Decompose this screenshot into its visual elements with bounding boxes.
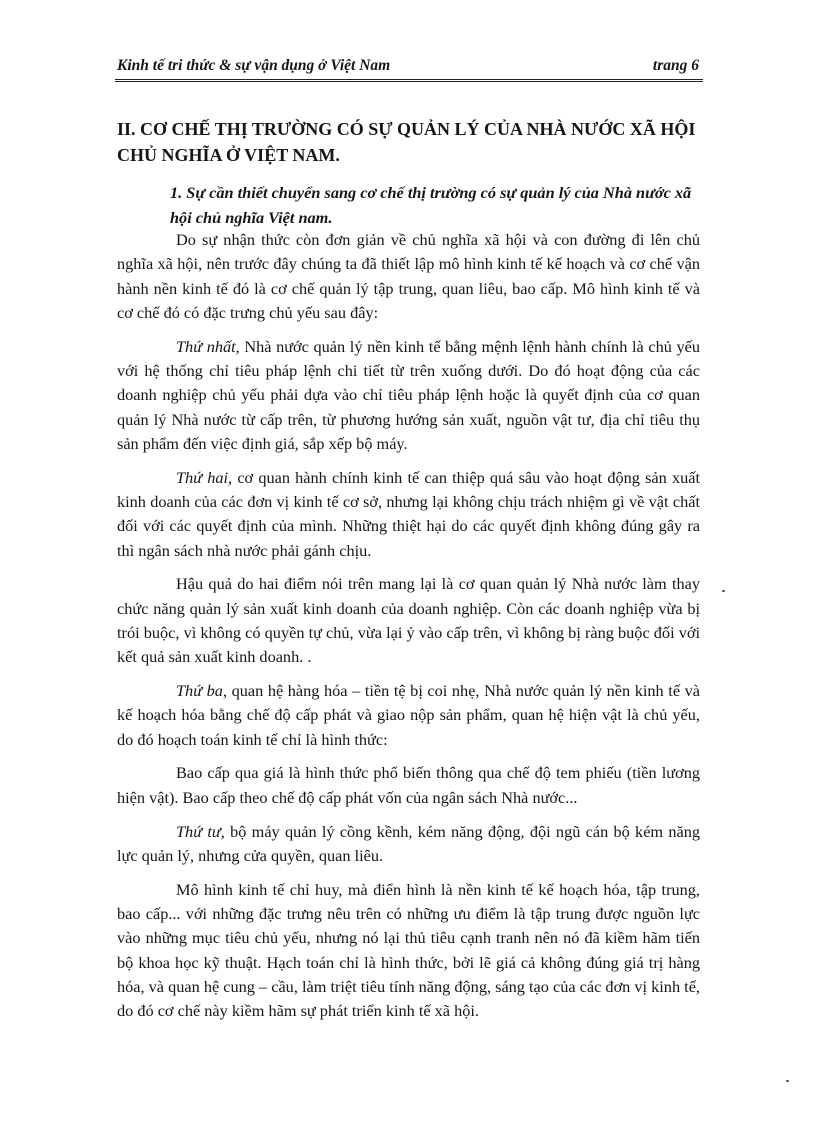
paragraph-lead: Thứ hai, [176, 467, 233, 487]
paragraph-text: cơ quan hành chính kinh tế can thiệp quá sâu vào hoạt động sản xuất kinh doanh của các đơn vị kinh tế cơ sở, nhưng lại không chịu trách nhiệm gì về vật chất đối với các quyết định của mình. Những thiệt hại do các quyết định không đúng gây ra thì ngân sách nhà nước phải gánh chịu. [117, 467, 701, 560]
paragraph-lead: Thứ nhất, [176, 336, 240, 356]
paragraph [117, 228, 700, 325]
paragraph [117, 572, 700, 669]
paragraph-text: Bao cấp qua giá là hình thức phổ biến thông qua chế độ tem phiếu (tiền lương hiện vật). Bao cấp theo chế độ cấp phát vốn của ngân sách Nhà nước... [117, 763, 700, 807]
scan-speck [786, 1080, 789, 1082]
page-number: trang 6 [652, 57, 699, 74]
paragraph [117, 679, 700, 752]
section-heading: II. CƠ CHẾ THỊ TRƯỜNG CÓ SỰ QUẢN LÝ CỦA NHÀ NƯỚC XÃ HỘI CHỦ NGHĨA Ở VIỆT NAM. [117, 119, 696, 165]
scan-speck [722, 590, 725, 592]
paragraph-text: Mô hình kinh tế chỉ huy, mà điển hình là nền kinh tế kế hoạch hóa, tập trung, bao cấp... với những đặc trưng nêu trên có những ưu điểm là tập trung được nguồn lực vào những mục tiêu chủ yếu, nhưng nó lại thủ tiêu cạnh tranh nên nó đã kiềm hãm tiến bộ khoa học kỹ thuật. Hạch toán chỉ là hình thức, bởi lẽ giá cả không đúng giá trị hàng hóa, và quan hệ cung – cầu, làm triệt tiêu tính năng động, sáng tạo của các đơn vị kinh tế, do đó cơ chế này kiềm hãm sự phát triển kinh tế xã hội. [117, 879, 700, 1021]
body-text [117, 228, 700, 1033]
header-title: Kinh tế tri thức & sự vận dụng ở Việt Nam [117, 57, 391, 74]
paragraph [117, 335, 700, 456]
paragraph-lead: Thứ tư, [176, 821, 225, 841]
paragraph-text: Nhà nước quản lý nền kinh tế bằng mệnh lệnh hành chính là chủ yếu với hệ thống chỉ tiêu pháp lệnh chi tiết từ trên xuống dưới. Do đó hoạt động của các doanh nghiệp chủ yếu phải dựa vào chỉ tiêu pháp lệnh hoặc là quyết định của cơ quan quản lý Nhà nước từ cấp trên, từ phương hướng sản xuất, nguồn vật tư, địa chỉ tiêu thụ sản phẩm đến việc định giá, sắp xếp bộ máy. [117, 336, 700, 453]
paragraph-text: bộ máy quản lý cồng kềnh, kém năng động, đội ngũ cán bộ kém năng lực quản lý, nhưng cửa quyền, quan liêu. [117, 821, 700, 865]
paragraph-text: Do sự nhận thức còn đơn giản về chủ nghĩa xã hội và con đường đi lên chủ nghĩa xã hội, nên trước đây chúng ta đã thiết lập mô hình kinh tế kế hoạch và cơ chế vận hành nền kinh tế đó là cơ chế quản lý tập trung, quan liêu, bao cấp. Mô hình kinh tế và cơ chế đó có đặc trưng chủ yếu sau đây: [117, 230, 700, 322]
subsection-heading: 1. Sự cần thiết chuyển sang cơ chế thị trường có sự quản lý của Nhà nước xã hội chủ nghĩa Việt nam. [170, 183, 692, 227]
paragraph [117, 761, 700, 810]
paragraph [117, 878, 700, 1024]
paragraph-text: quan hệ hàng hóa – tiền tệ bị coi nhẹ, Nhà nước quản lý nền kinh tế và kế hoạch hóa bằng chế độ cấp phát và giao nộp sản phẩm, quan hệ hiện vật là chủ yếu, do đó hoạch toán kinh tế chỉ là hình thức: [117, 681, 700, 749]
page-header [117, 57, 699, 79]
paragraph [117, 820, 700, 869]
paragraph-text: Hậu quả do hai điểm nói trên mang lại là cơ quan quản lý Nhà nước làm thay chức năng quản lý sản xuất kinh doanh của doanh nghiệp. Còn các doanh nghiệp vừa bị trói buộc, vì không có quyền tự chủ, vừa lại ỷ vào cấp trên, vì không bị ràng buộc đối với kết quả sản xuất kinh doanh. . [117, 574, 700, 667]
paragraph-lead: Thứ ba, [176, 681, 228, 701]
paragraph [117, 466, 700, 563]
header-divider [115, 79, 703, 82]
